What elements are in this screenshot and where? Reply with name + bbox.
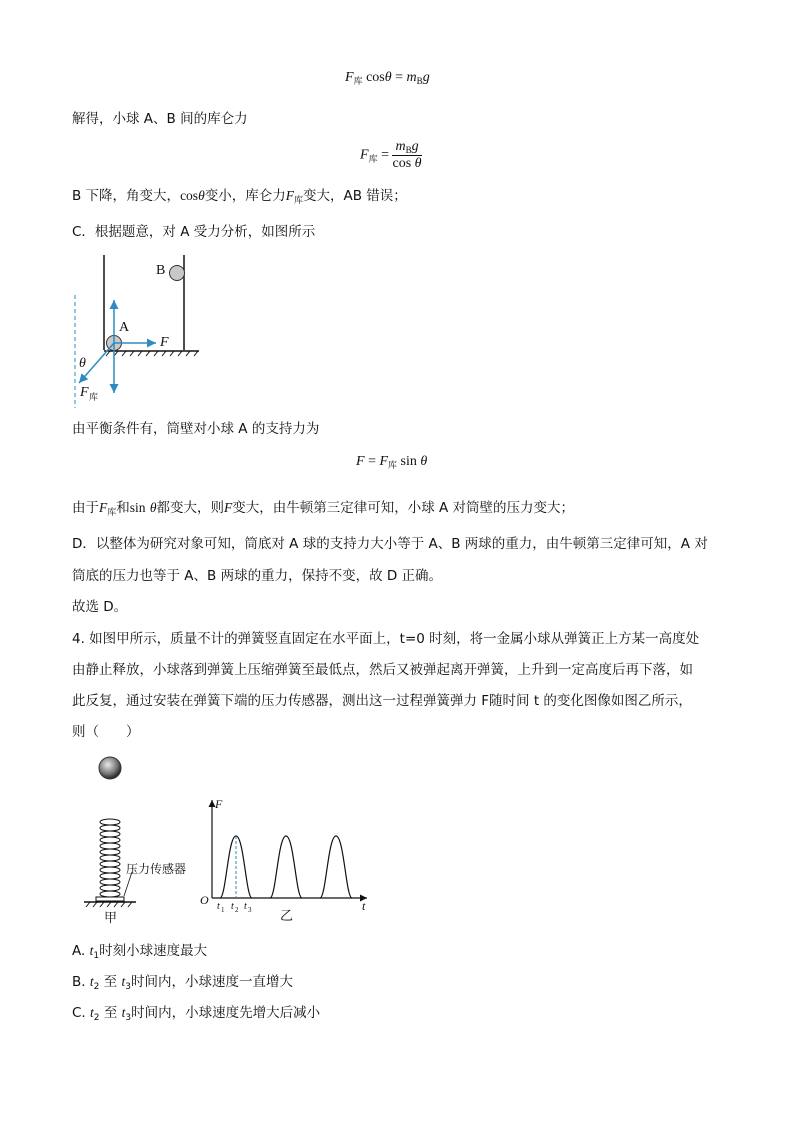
answer-line: 故选 D。 xyxy=(72,599,128,615)
balance-line: 由平衡条件有，筒壁对小球 A 的支持力为 xyxy=(72,421,320,437)
tick-t2: t xyxy=(231,901,234,912)
equation-3: $F = F_库$ sin θ xyxy=(356,454,428,470)
origin-label: O xyxy=(200,893,209,907)
label-fku-sub: 库 xyxy=(89,392,99,402)
axis-t-label: t xyxy=(362,899,366,913)
b-down-line: B 下降，角变大，cosθ变小，库仑力$F_库$变大，AB 错误； xyxy=(72,188,407,206)
axis-f-label: F xyxy=(215,797,223,811)
tick-t3-sub: 3 xyxy=(248,906,252,914)
option-d-line-1: D．以整体为研究对象可知，筒底对 A 球的支持力大小等于 A、B 两球的重力，由牛顿第三定律可知，A 对 xyxy=(72,536,708,552)
label-f: F xyxy=(160,335,169,350)
solve-line: 解得，小球 A、B 间的库仑力 xyxy=(72,111,248,127)
label-theta: θ xyxy=(79,356,86,371)
force-diagram xyxy=(66,250,206,410)
question-4-line-4: 则（ ） xyxy=(72,724,140,740)
tick-t1: t xyxy=(217,901,220,912)
spring-figure xyxy=(80,752,380,932)
equation-2: $F_库$ = $\frac{m_Bg}{\text{cos θ}}$ xyxy=(360,139,422,171)
ball-b xyxy=(170,266,185,281)
metal-ball xyxy=(99,757,121,779)
pressure-sensor xyxy=(96,897,124,901)
equation-1: $F_库$ $\cos\theta = m_Bg$ xyxy=(345,70,430,86)
spring xyxy=(100,819,120,897)
question-4-line-3: 此反复，通过安装在弹簧下端的压力传感器，测出这一过程弹簧弹力 F随时间 t 的变化图像如图乙所示， xyxy=(72,693,692,709)
tick-t3: t xyxy=(244,901,247,912)
option-a: A. $t_1$时刻小球速度最大 xyxy=(72,943,208,961)
option-c-analysis: C．根据题意，对 A 受力分析，如图所示 xyxy=(72,224,316,240)
label-yi: 乙 xyxy=(280,909,294,924)
label-a: A xyxy=(119,320,130,335)
option-b: B. $t_2$ 至 $t_3$时间内，小球速度一直增大 xyxy=(72,974,293,992)
label-fku: F xyxy=(80,385,89,400)
pulse-2 xyxy=(270,836,302,898)
tick-t1-sub: 1 xyxy=(221,906,225,914)
since-line: 由于$F_库$和sin θ都变大，则F变大，由牛顿第三定律可知，小球 A 对筒壁的压力变大； xyxy=(72,500,575,518)
question-4-line-2: 由静止释放，小球落到弹簧上压缩弹簧至最低点，然后又被弹起离开弹簧，上升到一定高度后再下落，如 xyxy=(72,662,693,678)
question-4-line-1: 4. 如图甲所示，质量不计的弹簧竖直固定在水平面上，t=0 时刻，将一金属小球从弹簧正上方某一高度处 xyxy=(72,631,700,647)
pulse-3 xyxy=(320,836,352,898)
sensor-label: 压力传感器 xyxy=(126,862,187,876)
label-jia: 甲 xyxy=(104,911,118,926)
fraction: $\frac{m_Bg}{\text{cos θ}}$ xyxy=(392,139,422,171)
option-d-line-2: 筒底的压力也等于 A、B 两球的重力，保持不变，故 D 正确。 xyxy=(72,568,443,584)
tick-t2-sub: 2 xyxy=(235,906,239,914)
label-b: B xyxy=(156,263,166,278)
option-c: C. $t_2$ 至 $t_3$时间内，小球速度先增大后减小 xyxy=(72,1005,321,1023)
